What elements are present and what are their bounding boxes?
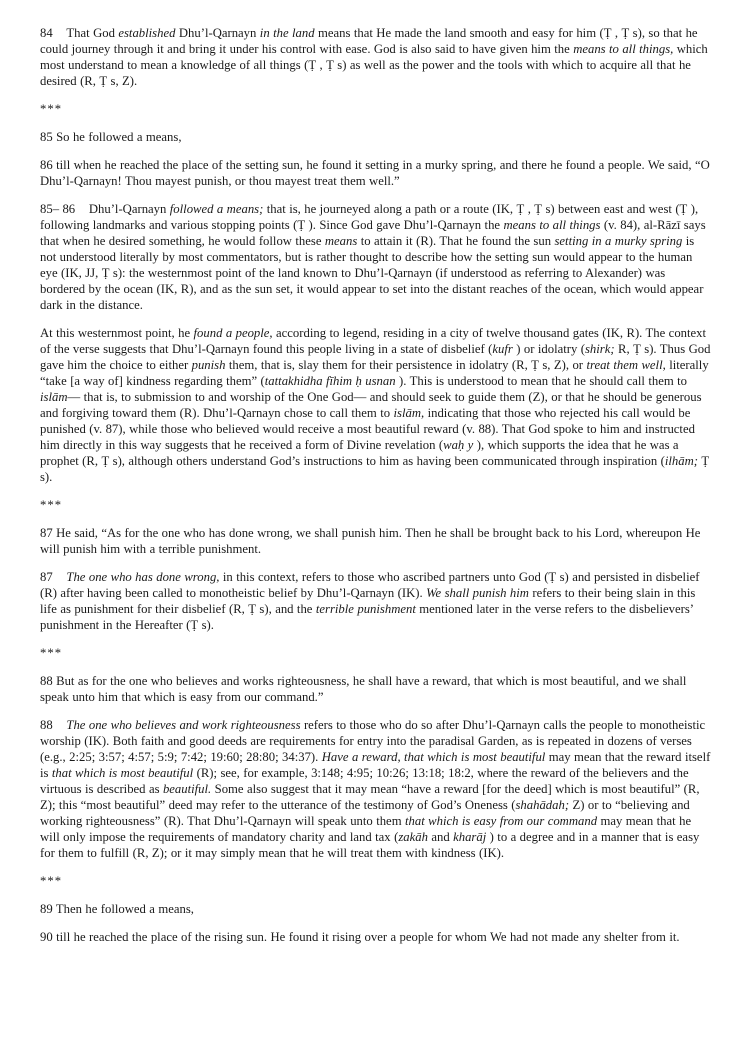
italic-run: that which is easy from our command (404, 814, 598, 828)
italic-run: beautiful. (162, 782, 212, 796)
text-run: literally “take [a way of] kindness regarding them” ( (40, 358, 709, 388)
separator-3 (40, 645, 711, 661)
italic-run: The one who has done wrong, (66, 570, 220, 584)
commentary-85-86-continued (40, 325, 711, 485)
italic-run: that which is most beautiful (51, 766, 194, 780)
text-run: according to legend, residing in a city of twelve thousand gates (IK, R). The context of the verse suggests that Dhu’l-Qarnayn found this people living in a state of disbelief ( (40, 326, 707, 356)
text-run: to attain it (R). That he found the sun (357, 234, 555, 248)
text-run: Z) or to “believing and working righteousness” (R). That Dhu’l-Qarnayn will speak unto them (40, 798, 690, 828)
text-run: 84 That God (40, 26, 119, 40)
text-run: 86 till when he reached the place of the setting sun, he found it setting in a murky spring, and there he found a people. We said, “O Dhu’l-Qarnayn! Thou mayest punish, or thou mayest treat them well.” (40, 158, 710, 188)
italic-run: means to all things (503, 218, 601, 232)
italic-run: kharāj (453, 830, 487, 844)
page-content (40, 25, 711, 945)
commentary-87 (40, 569, 711, 633)
text-run: ) or idolatry ( (512, 342, 585, 356)
verse-88 (40, 673, 711, 705)
commentary-84 (40, 25, 711, 89)
text-run: Some also suggest that it may mean “have a reward [for the deed] which is most beautiful” (R, Z); this “most beautiful” deed may refer to the utterance of the testimony of God’s Oneness ( (40, 782, 700, 812)
text-run: refers to their being slain in this life as punishment for their disbelief (R, Ṭ s), and the (40, 586, 696, 616)
italic-run: found a people, (193, 326, 273, 340)
text-run: 88 But as for the one who believes and works righteousness, he shall have a reward, that which is most beautiful, and we shall speak unto him that which is easy from our command.” (40, 674, 687, 704)
separator-1 (40, 101, 711, 117)
italic-run: kufr (492, 342, 513, 356)
italic-run: islām, (393, 406, 425, 420)
text-run: *** (40, 646, 63, 660)
italic-run: setting in a murky spring (554, 234, 683, 248)
italic-run: shirk; (585, 342, 615, 356)
text-run: *** (40, 102, 63, 116)
text-run: 89 Then he followed a means, (40, 902, 194, 916)
text-run: mentioned later in the verse refers to the disbelievers’ punishment in the Hereafter (Ṭ s). (40, 602, 694, 632)
text-run: *** (40, 498, 63, 512)
text-run: 87 (40, 570, 67, 584)
text-run: may mean that he will only impose the requirements of mandatory charity and land tax ( (40, 814, 692, 844)
separator-4 (40, 873, 711, 889)
text-run: At this westernmost point, he (40, 326, 194, 340)
text-run: ), which supports the idea that he was a prophet (R, Ṭ s), although others understand God’s instructions to him as having been communicated through inspiration ( (40, 438, 679, 468)
text-run: which most understand to mean a knowledge of all things (Ṭ , Ṭ s) as well as the power and the tools with which to acquire all that he desired (R, Ṭ s, Z). (40, 42, 708, 88)
text-run: indicating that those who rejected his call would be punished (v. 87), while those who believed would receive a most beautiful reward (v. 88). That God spoke to him and instructed him directly in this way suggests that he received a form of Divine revelation ( (40, 406, 695, 452)
text-run: 87 He said, “As for the one who has done wrong, we shall punish him. Then he shall be brought back to his Lord, whereupon He will punish him with a terrible punishment. (40, 526, 701, 556)
italic-run: zakāh (398, 830, 428, 844)
italic-run: We shall punish him (426, 586, 529, 600)
text-run: Dhu’l-Qarnayn (175, 26, 260, 40)
text-run: *** (40, 874, 63, 888)
verse-90 (40, 929, 711, 945)
text-run: that is, he journeyed along a path or a route (IK, Ṭ , Ṭ s) between east and west (Ṭ ), following landmarks and various stopping points (Ṭ ). Since God gave Dhu’l-Qarnayn the (40, 202, 699, 232)
text-run: in this context, refers to those who ascribed partners unto God (Ṭ s) and persisted in disbelief (R) after having been called to monotheistic belief by Dhu’l-Qarnayn (IK). (40, 570, 700, 600)
separator-2 (40, 497, 711, 513)
text-run: ). This is understood to mean that he should call them to (395, 374, 688, 388)
text-run: ) to a degree and in a manner that is easy for them to fulfill (R, Z); or it may simply mean that he will treat them with kindness (IK). (40, 830, 700, 860)
text-run: is not understood literally by most commentators, but is rather thought to describe how the setting sun would appear to the human eye (IK, JJ, Ṭ s): the westernmost point of the land known to Dhu’l-Qarnayn (if understood as referring to Alexander) was bordered by the ocean (IK, R), and as the sun set, it would appear to set into the distant reaches of the ocean, which would appear dark in the distance. (40, 234, 704, 312)
italic-run: terrible punishment (315, 602, 416, 616)
verse-87 (40, 525, 711, 557)
text-run: 88 (40, 718, 67, 732)
verse-89 (40, 901, 711, 917)
italic-run: ilhām; (664, 454, 698, 468)
text-run: Ṭ s). (40, 454, 710, 484)
text-run: refers to those who do so after Dhu’l-Qarnayn calls the people to monotheistic worship (IK). Both faith and good deeds are requirements for entry into the paradisal Garden, as is repeated in dozens of verses (e.g., 2:25; 3:57; 4:57; 5:9; 7:42; 19:60; 28:80; 34:37). (40, 718, 706, 764)
italic-run: Have a reward, that which is most beautiful (321, 750, 546, 764)
italic-run: established (118, 26, 176, 40)
italic-run: followed a means; (169, 202, 264, 216)
italic-run: The one who believes and work righteousness (66, 718, 301, 732)
commentary-85-86 (40, 201, 711, 313)
text-run: R, Ṭ s). Thus God gave him the choice to either (40, 342, 711, 372)
italic-run: islām (40, 390, 68, 404)
italic-run: treat them well, (586, 358, 666, 372)
italic-run: shahādah; (515, 798, 570, 812)
text-run: 85– 86 Dhu’l-Qarnayn (40, 202, 170, 216)
text-run: may mean that the reward itself is (40, 750, 711, 780)
verse-86 (40, 157, 711, 189)
italic-run: tattakhidha fīhim ḥ usnan (264, 374, 396, 388)
text-run: 90 till he reached the place of the rising sun. He found it rising over a people for whom We had not made any shelter from it. (40, 930, 680, 944)
text-run: means that He made the land smooth and easy for him (Ṭ , Ṭ s), so that he could journey through it and bring it under his control with ease. God is also said to have given him the (40, 26, 698, 56)
italic-run: waḥ y (443, 438, 474, 452)
italic-run: punish (191, 358, 226, 372)
italic-run: means (324, 234, 358, 248)
text-run: (v. 84), al-Rāzī says that when he desired something, he would follow these (40, 218, 706, 248)
text-run: 85 So he followed a means, (40, 130, 182, 144)
verse-85 (40, 129, 711, 145)
text-run: them, that is, slay them for their persistence in idolatry (R, Ṭ s, Z), or (225, 358, 587, 372)
text-run: — that is, to submission to and worship of the One God— and should seek to guide them (Z), or that he should be generous and forgiving toward them (R). Dhu’l-Qarnayn chose to call them to (40, 390, 702, 420)
commentary-88 (40, 717, 711, 861)
italic-run: in the land (259, 26, 315, 40)
italic-run: means to all things, (573, 42, 674, 56)
text-run: (R); see, for example, 3:148; 4:95; 10:26; 13:18; 18:2, where the reward of the believers and the virtuous is described as (40, 766, 689, 796)
text-run: and (427, 830, 454, 844)
